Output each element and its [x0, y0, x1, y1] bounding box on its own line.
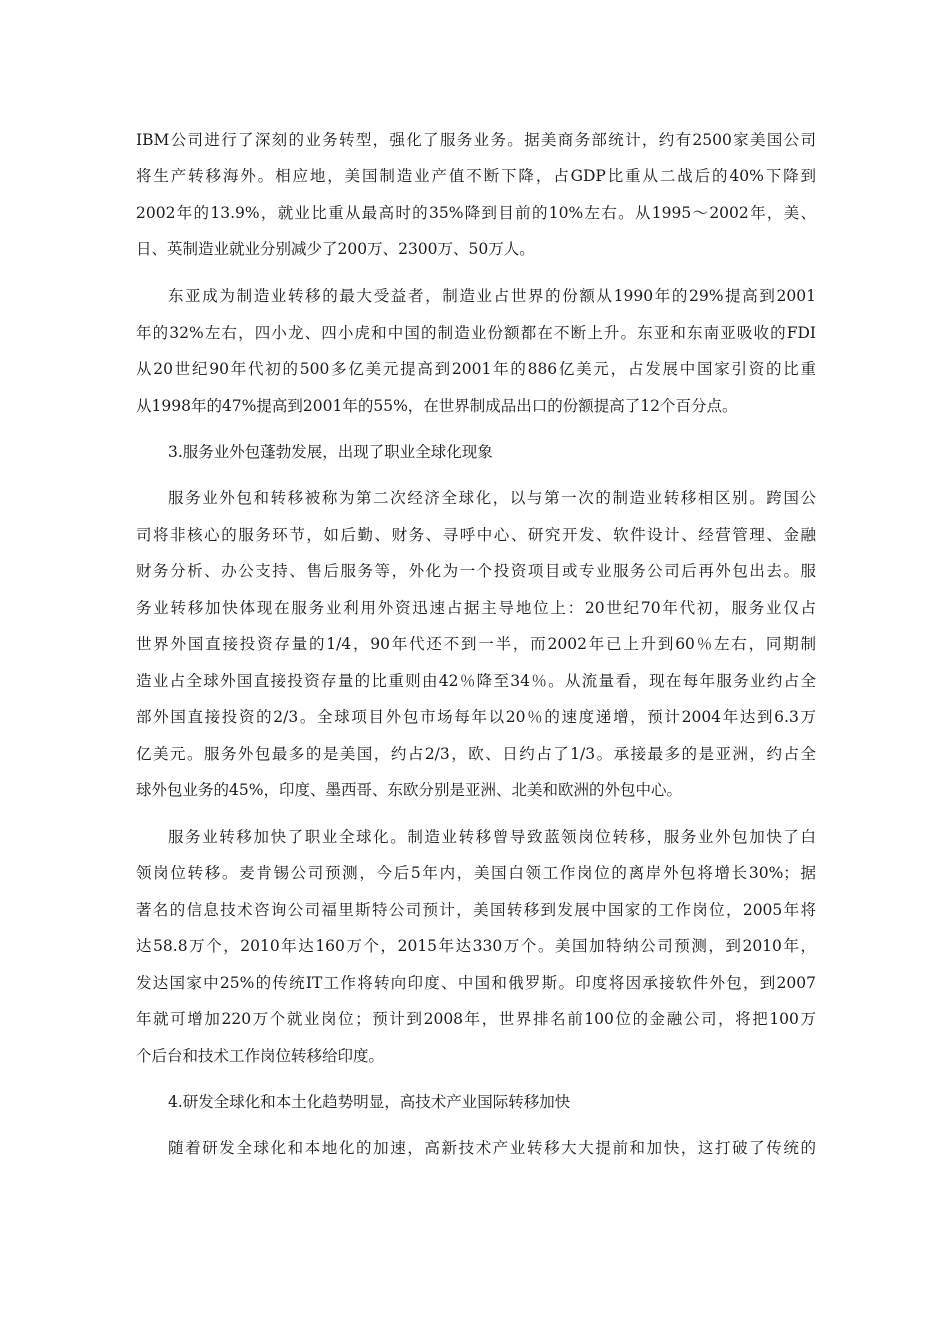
- text-line: 亿美元。服务外包最多的是美国，约占2/3，欧、日约占了1/3。承接最多的是亚洲，约占全: [136, 745, 816, 763]
- text-line: 服务业转移加快了职业全球化。制造业转移曾导致蓝领岗位转移，服务业外包加快了白: [168, 828, 816, 846]
- text-line: 著名的信息技术咨询公司福里斯特公司预计，美国转移到发展中国家的工作岗位，2005年将: [136, 901, 816, 919]
- text-line: IBM公司进行了深刻的业务转型，强化了服务业务。据美商务部统计，约有2500家美国公司: [136, 131, 816, 149]
- text-line: 达58.8万个，2010年达160万个，2015年达330万个。美国加特纳公司预测，到2010年，: [136, 937, 816, 955]
- text-line: 将生产转移海外。相应地，美国制造业产值不断下降，占GDP比重从二战后的40%下降到: [136, 167, 816, 185]
- text-line: 从1998年的47%提高到2001年的55%，在世界制成品出口的份额提高了12个百分点。: [136, 397, 738, 415]
- text-line: 服务业外包和转移被称为第二次经济全球化，以与第一次的制造业转移相区别。跨国公: [168, 489, 816, 507]
- text-line: 东亚成为制造业转移的最大受益者，制造业占世界的份额从1990年的29%提高到2001: [168, 287, 816, 305]
- text-line: 财务分析、办公支持、售后服务等，外化为一个投资项目或专业服务公司后再外包出去。服: [136, 562, 816, 580]
- text-line: 2002年的13.9%，就业比重从最高时的35%降到目前的10%左右。从1995～2002年，美、: [136, 204, 816, 222]
- text-line: 年就可增加220万个就业岗位；预计到2008年，世界排名前100位的金融公司，将把100万: [136, 1010, 816, 1028]
- text-line: 司将非核心的服务环节，如后勤、财务、寻呼中心、研究开发、软件设计、经营管理、金融: [136, 526, 816, 544]
- text-line: 年的32%左右，四小龙、四小虎和中国的制造业份额都在不断上升。东亚和东南亚吸收的FDI: [136, 324, 816, 342]
- text-line: 务业转移加快体现在服务业利用外资迅速占据主导地位上：20世纪70年代初，服务业仅占: [136, 599, 816, 617]
- text-line: 发达国家中25%的传统IT工作将转向印度、中国和俄罗斯。印度将因承接软件外包，到2007: [136, 974, 816, 992]
- section-heading: 4.研发全球化和本土化趋势明显，高技术产业国际转移加快: [168, 1093, 571, 1111]
- text-line: 个后台和技术工作岗位转移给印度。: [136, 1047, 385, 1065]
- text-line: 领岗位转移。麦肯锡公司预测，今后5年内，美国白领工作岗位的离岸外包将增长30%；据: [136, 864, 816, 882]
- text-line: 随着研发全球化和本地化的加速，高新技术产业转移大大提前和加快，这打破了传统的: [168, 1139, 816, 1157]
- text-line: 造业占全球外国直接投资存量的比重则由42％降至34％。从流量看，现在每年服务业约占全: [136, 672, 816, 690]
- text-line: 日、英制造业就业分别减少了200万、2300万、50万人。: [136, 240, 535, 258]
- text-line: 球外包业务的45%，印度、墨西哥、东欧分别是亚洲、北美和欧洲的外包中心。: [136, 781, 682, 799]
- section-heading: 3.服务业外包蓬勃发展，出现了职业全球化现象: [168, 443, 493, 461]
- text-line: 部外国直接投资的2/3。全球项目外包市场每年以20％的速度递增，预计2004年达到6.3万: [136, 708, 816, 726]
- text-line: 从20世纪90年代初的500多亿美元提高到2001年的886亿美元，占发展中国家引资的比重: [136, 360, 816, 378]
- text-line: 世界外国直接投资存量的1/4，90年代还不到一半，而2002年已上升到60％左右，同期制: [136, 635, 816, 653]
